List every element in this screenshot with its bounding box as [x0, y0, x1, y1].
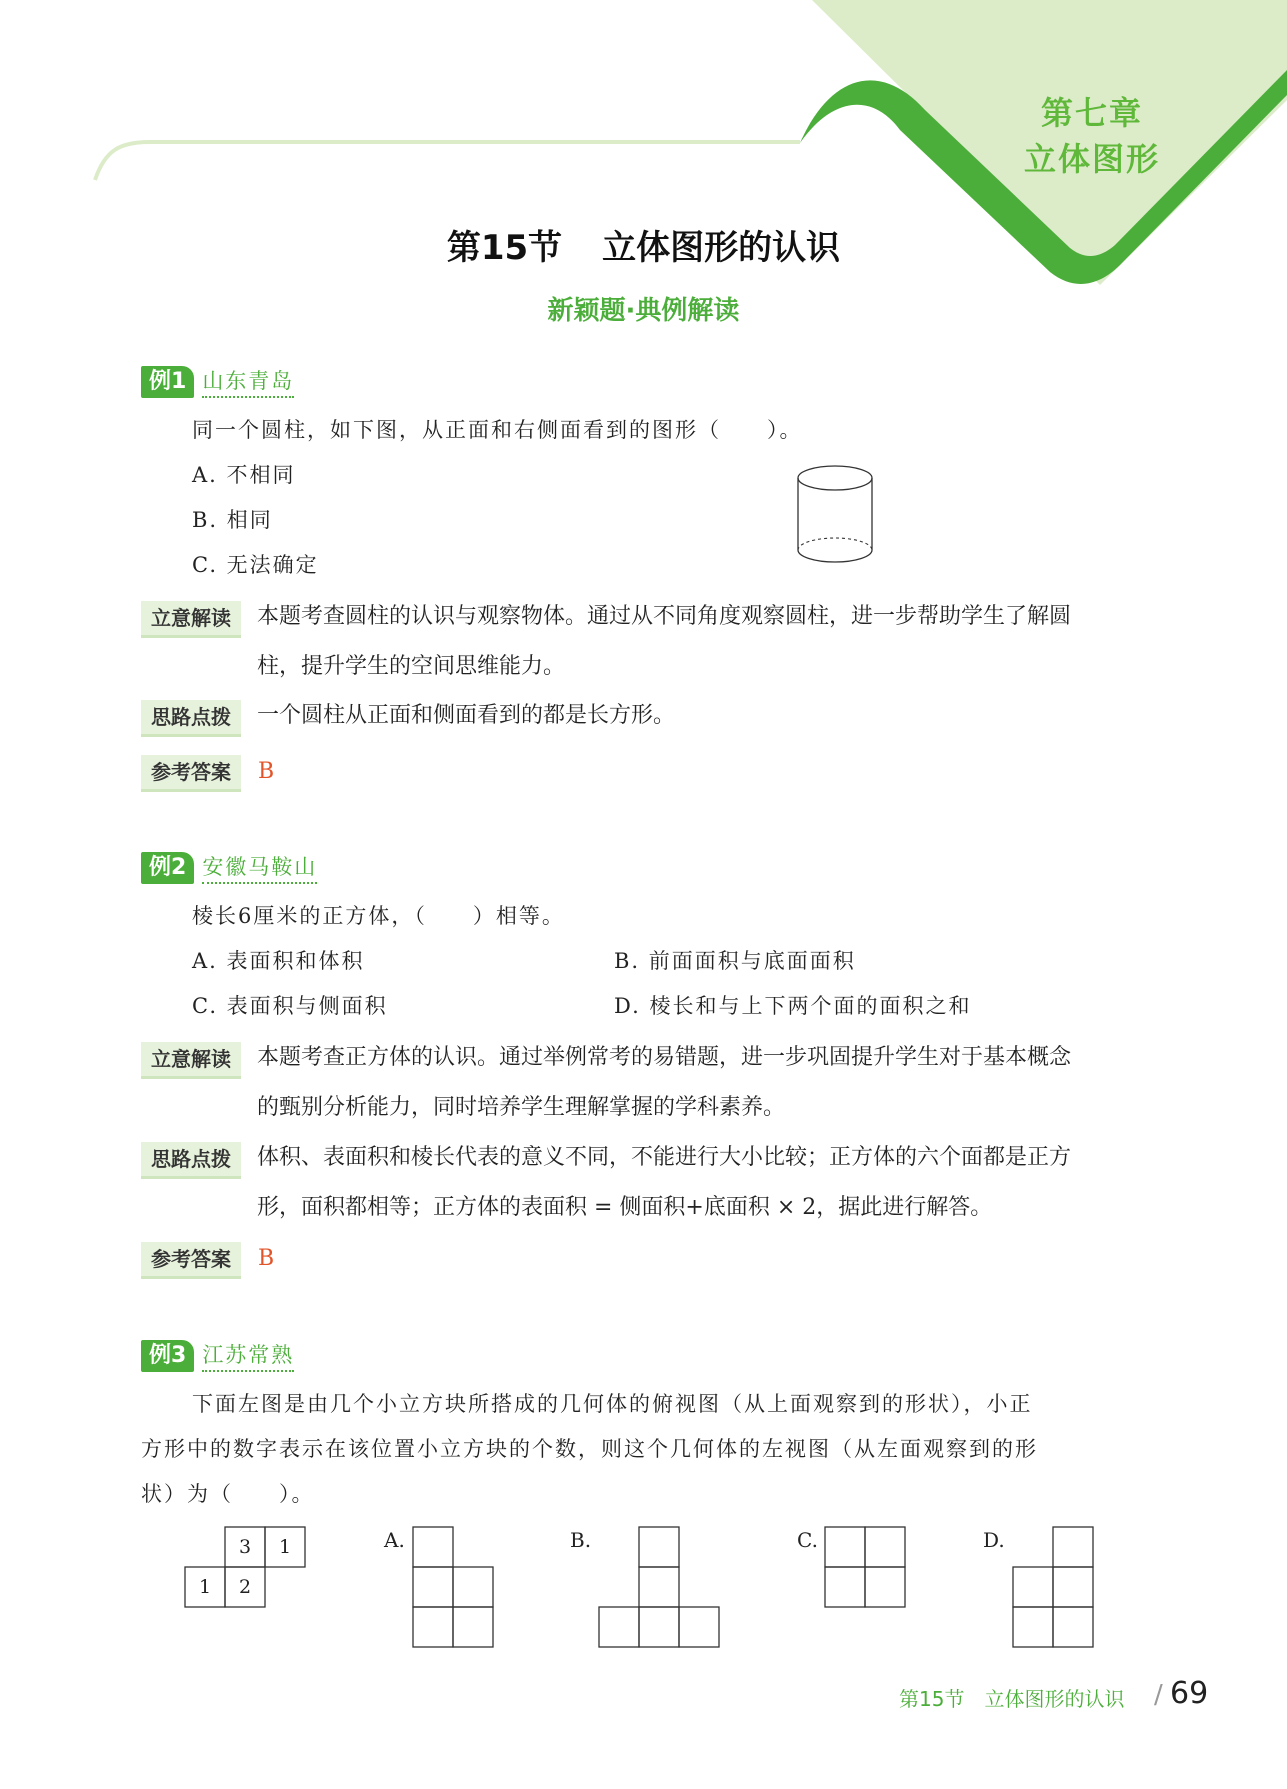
example-location: 安徽马鞍山: [202, 854, 317, 884]
footer-separator: /: [1154, 1680, 1163, 1710]
top-view-cell-number: 1: [198, 1576, 212, 1598]
example-1-tag: [141, 364, 294, 398]
example-1-option-a: A. 不相同: [192, 463, 296, 487]
top-view-cell-number: 2: [238, 1576, 252, 1598]
choice-a-label: A.: [384, 1528, 405, 1552]
chapter-number: 第七章: [1040, 94, 1143, 132]
hint-text-line2: 形，面积都相等；正方体的表面积 = 侧面积+底面积 × 2，据此进行解答。: [257, 1195, 993, 1220]
intent-text-line1: 本题考查正方体的认识。通过举例常考的易错题，进一步巩固提升学生对于基本概念: [257, 1045, 1072, 1070]
answer-value: B: [258, 759, 275, 784]
example-1-option-c: C. 无法确定: [192, 553, 319, 577]
example-2-option-b: B. 前面面积与底面面积: [614, 949, 856, 973]
example-2-option-a: A. 表面积和体积: [192, 949, 365, 973]
footer-section: 第15节 立体图形的认识: [899, 1687, 1125, 1711]
example-3-question-line2: 方形中的数字表示在该位置小立方块的个数，则这个几何体的左视图（从左面观察到的形: [141, 1437, 1038, 1461]
example-badge: 例2: [141, 852, 194, 884]
top-view-cell-number: 3: [238, 1536, 252, 1558]
intent-text-line2: 柱，提升学生的空间思维能力。: [257, 654, 566, 679]
answer-label: 参考答案: [141, 755, 241, 789]
example-2-option-d: D. 棱长和与上下两个面的面积之和: [614, 994, 972, 1018]
intent-text-line2: 的甄别分析能力，同时培养学生理解掌握的学科素养。: [257, 1095, 786, 1120]
hint-label: 思路点拨: [141, 700, 241, 734]
hint-text: 一个圆柱从正面和侧面看到的都是长方形。: [257, 703, 676, 728]
example-badge: 例1: [141, 366, 194, 398]
top-view-cell-number: 1: [278, 1536, 292, 1558]
cylinder-figure: [795, 462, 875, 570]
example-2-tag: [141, 850, 317, 884]
section-number: 第15节: [446, 228, 563, 268]
example-1-option-b: B. 相同: [192, 508, 273, 532]
example-3-question-line3: 状）为（ ）。: [141, 1482, 315, 1506]
choice-c-label: C.: [797, 1528, 818, 1552]
hint-label: 思路点拨: [141, 1142, 241, 1176]
choice-b-label: B.: [570, 1528, 592, 1552]
example-2-option-c: C. 表面积与侧面积: [192, 994, 388, 1018]
choice-b-figure: [598, 1525, 723, 1650]
choice-a-figure: [412, 1525, 497, 1650]
choice-d-figure: [1012, 1525, 1097, 1650]
hint-text-line1: 体积、表面积和棱长代表的意义不同，不能进行大小比较；正方体的六个面都是正方: [257, 1145, 1072, 1170]
answer-value: B: [258, 1246, 275, 1271]
intent-label: 立意解读: [141, 1042, 241, 1076]
example-badge: 例3: [141, 1340, 194, 1372]
example-3-question-line1: 下面左图是由几个小立方块所搭成的几何体的俯视图（从上面观察到的形状），小正: [192, 1392, 1033, 1416]
chapter-title: 立体图形: [1023, 140, 1160, 178]
page-subtitle: 新颖题·典例解读: [547, 296, 740, 326]
example-3-tag: [141, 1338, 294, 1372]
page-number: 69: [1170, 1676, 1209, 1711]
answer-label: 参考答案: [141, 1242, 241, 1276]
example-2-question: 棱长6厘米的正方体，（ ）相等。: [192, 904, 565, 928]
page-title: [0, 220, 1287, 269]
section-name: 立体图形的认识: [602, 228, 841, 268]
choice-c-figure: [824, 1525, 909, 1610]
intent-label: 立意解读: [141, 601, 241, 635]
intent-text-line1: 本题考查圆柱的认识与观察物体。通过从不同角度观察圆柱，进一步帮助学生了解圆: [257, 604, 1072, 629]
example-1-question: 同一个圆柱，如下图，从正面和右侧面看到的图形（ ）。: [192, 418, 803, 442]
example-location: 江苏常熟: [202, 1342, 294, 1372]
example-location: 山东青岛: [202, 368, 294, 398]
choice-d-label: D.: [983, 1528, 1005, 1552]
